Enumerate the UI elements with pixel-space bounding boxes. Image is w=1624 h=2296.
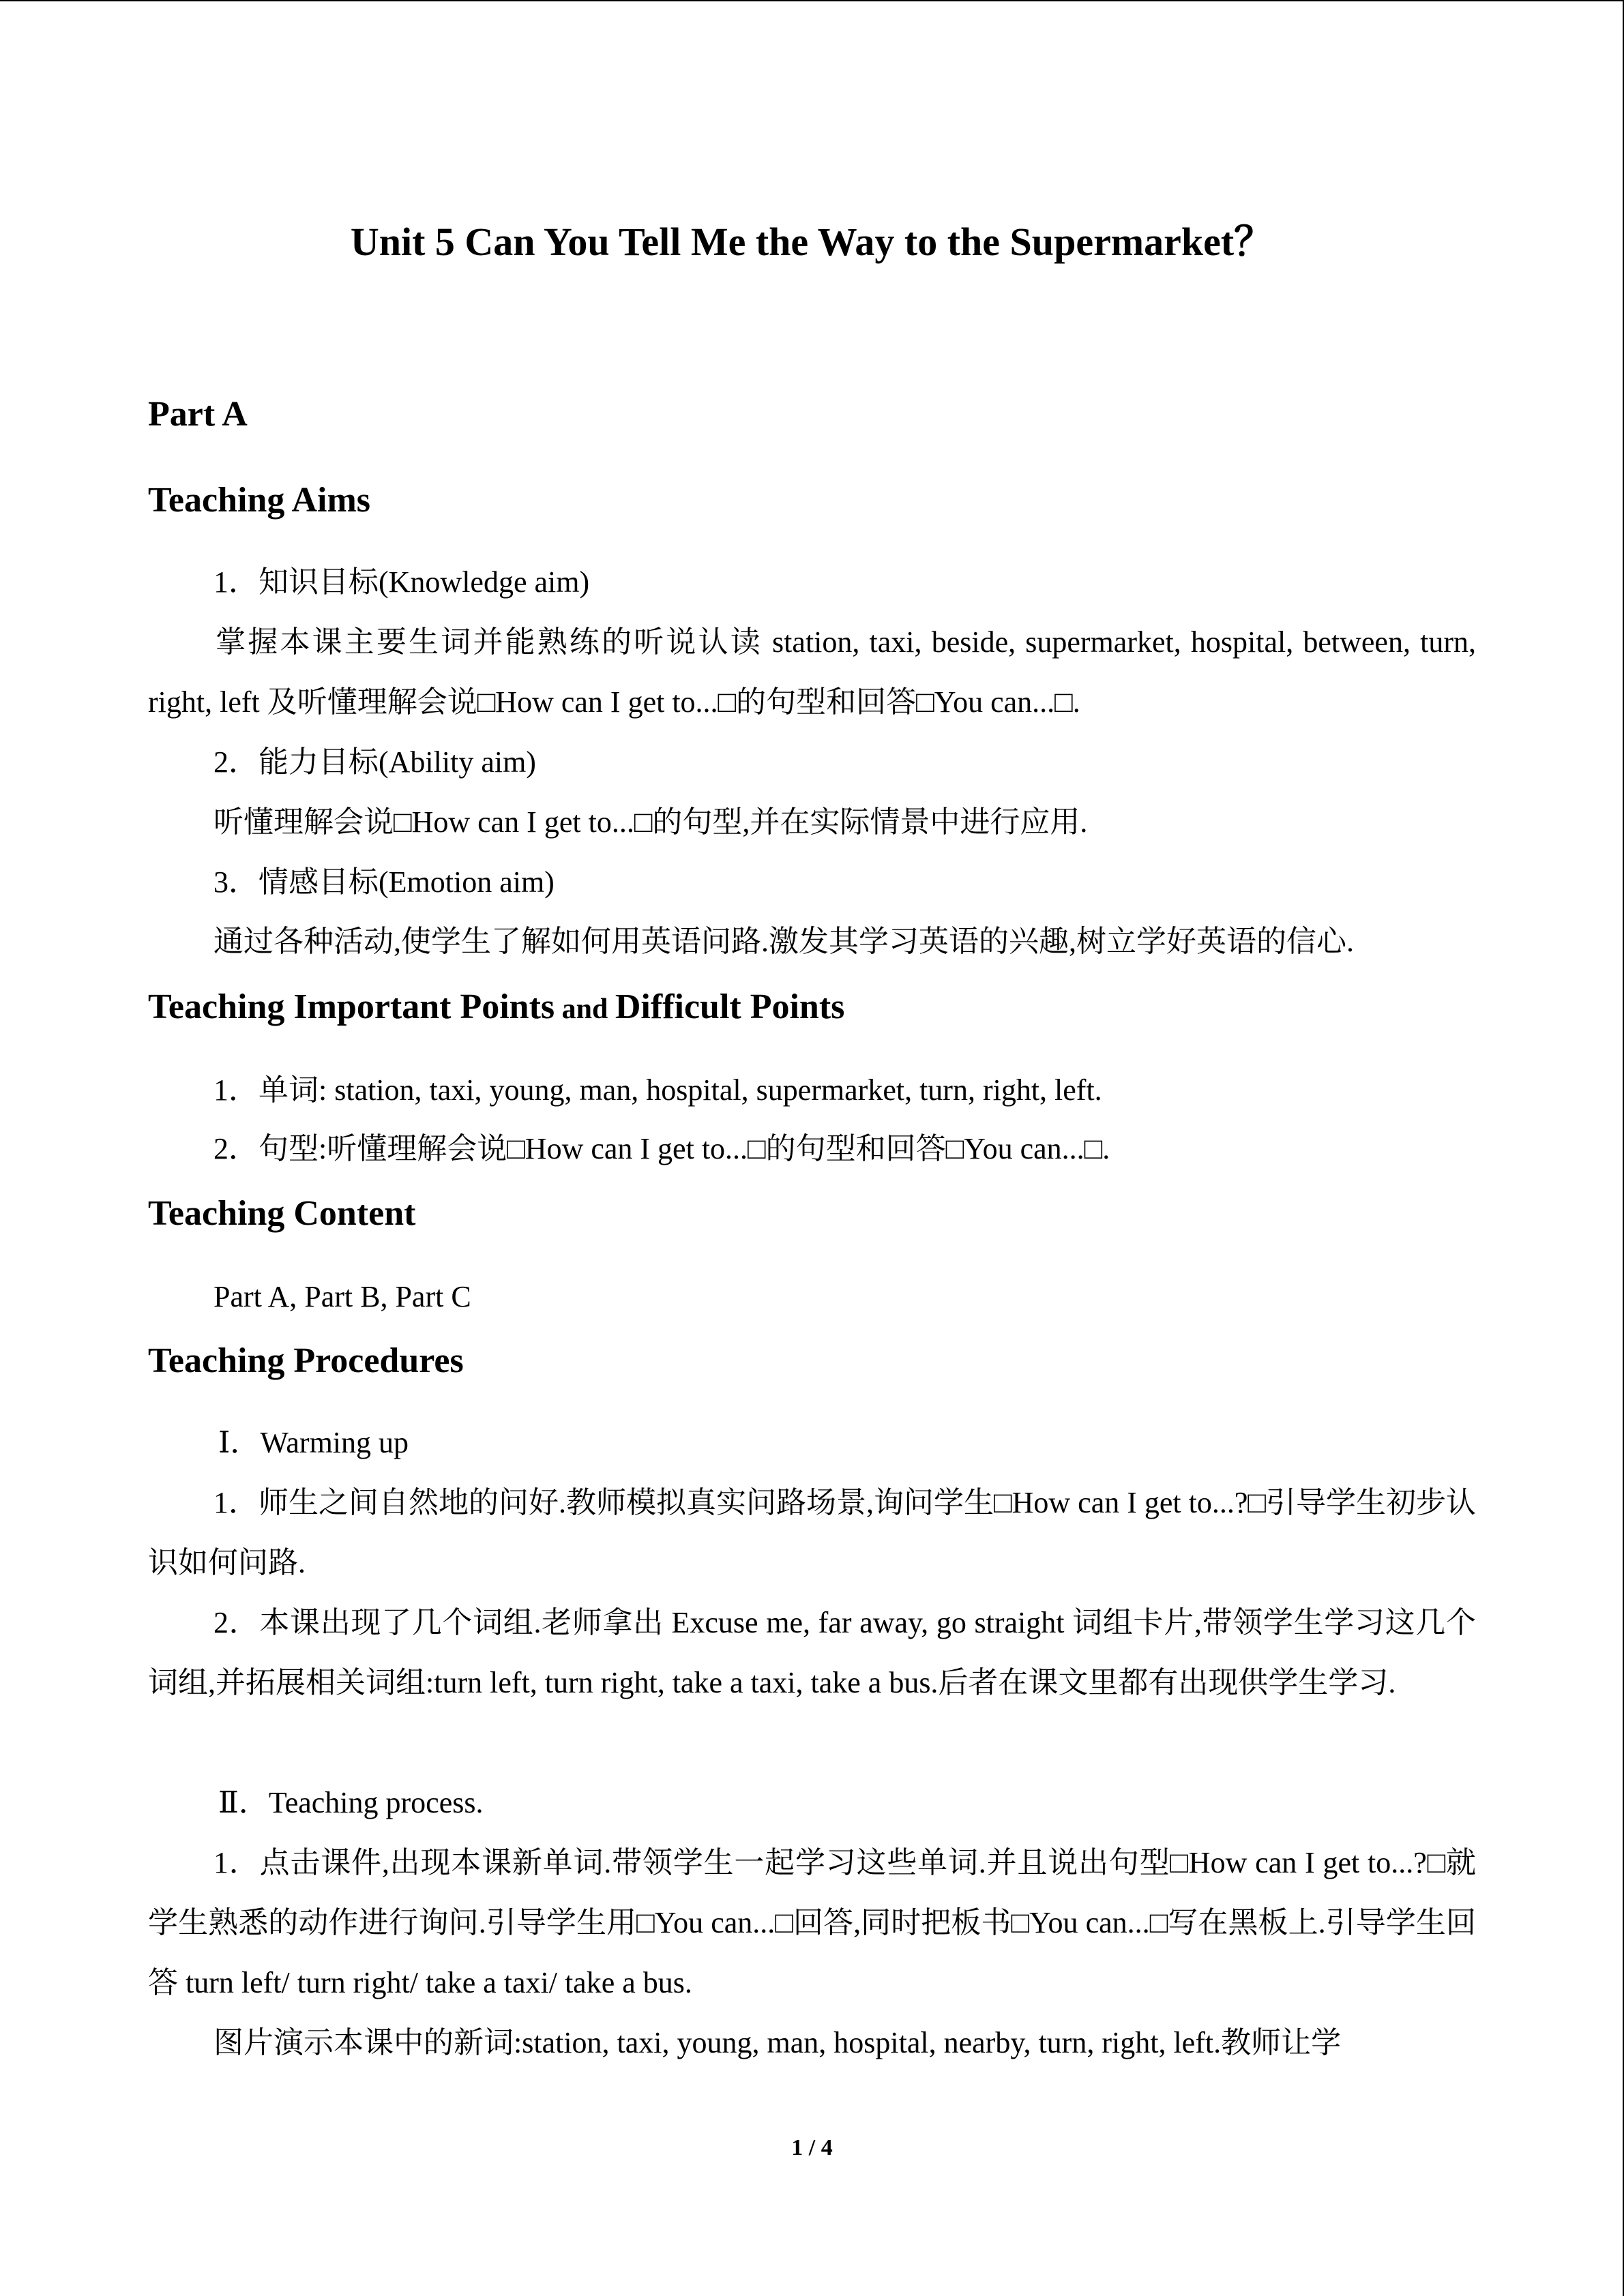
heading-teaching-content: Teaching Content bbox=[148, 1194, 416, 1233]
procedure-step-2-item-1-text: 1．点击课件,出现本课新单词.带领学生一起学习这些单词.并且说出句型□How can I get to...?□就学生熟悉的动作进行询问.引导学生用□You can...□回答,同时把板书□You can...□写在黑板上.引导学生回答 turn left/ turn right/ take a taxi/ take a bus. bbox=[148, 1846, 1476, 1999]
heading-important-points-part2: Difficult Points bbox=[615, 987, 845, 1026]
document-title: Unit 5 Can You Tell Me the Way to the Supermarket？ bbox=[350, 220, 1274, 264]
procedure-step-1-item-2 bbox=[148, 1593, 1476, 1713]
heading-teaching-procedures: Teaching Procedures bbox=[148, 1341, 464, 1380]
page-number: 1 / 4 bbox=[791, 2135, 833, 2160]
aim-3-title: 3．情感目标(Emotion aim) bbox=[213, 865, 555, 899]
heading-teaching-aims: Teaching Aims bbox=[148, 481, 371, 520]
procedure-step-2-item-1 bbox=[148, 1833, 1476, 2013]
procedure-step-1-item-2-text: 2．本课出现了几个词组.老师拿出 Excuse me, far away, go straight 词组卡片,带领学生学习这几个词组,并拓展相关词组:turn left, turn right, take a taxi, take a bus.后者在课文里都有出现供学生学习. bbox=[148, 1606, 1476, 1699]
heading-important-points-part1: Teaching Important Points bbox=[148, 987, 555, 1026]
procedure-step-2-item-2: 图片演示本课中的新词:station, taxi, young, man, hospital, nearby, turn, right, left.教师让学 bbox=[213, 2026, 1342, 2059]
aim-1-title: 1．知识目标(Knowledge aim) bbox=[213, 565, 590, 599]
aim-2-title: 2．能力目标(Ability aim) bbox=[213, 745, 536, 779]
heading-important-points-and: and bbox=[555, 994, 615, 1025]
procedure-step-2-title: Ⅱ．Teaching process. bbox=[218, 1786, 484, 1819]
procedure-step-1-title: Ⅰ．Warming up bbox=[218, 1426, 409, 1459]
procedure-step-1-item-1 bbox=[148, 1473, 1476, 1593]
procedure-step-1-item-1-text: 1．师生之间自然地的问好.教师模拟真实问路场景,询问学生□How can I get to...?□引导学生初步认识如何问路. bbox=[148, 1486, 1476, 1579]
aim-3-body: 通过各种活动,使学生了解如何用英语问路.激发其学习英语的兴趣,树立学好英语的信心. bbox=[213, 925, 1354, 958]
aim-1-body-text: 掌握本课主要生词并能熟练的听说认读 station, taxi, beside, supermarket, hospital, between, turn, right, left 及听懂理解会说□How can I get to...□的句型和回答□You can...□. bbox=[148, 625, 1476, 719]
teaching-content-body: Part A, Part B, Part C bbox=[213, 1280, 471, 1313]
aim-1-body bbox=[148, 612, 1476, 732]
point-1: 1．单词: station, taxi, young, man, hospital, supermarket, turn, right, left. bbox=[213, 1073, 1102, 1107]
point-2: 2．句型:听懂理解会说□How can I get to...□的句型和回答□You can...□. bbox=[213, 1132, 1110, 1165]
part-label: Part A bbox=[148, 395, 248, 434]
heading-important-points bbox=[148, 983, 844, 1033]
aim-2-body: 听懂理解会说□How can I get to...□的句型,并在实际情景中进行应用. bbox=[213, 805, 1088, 839]
